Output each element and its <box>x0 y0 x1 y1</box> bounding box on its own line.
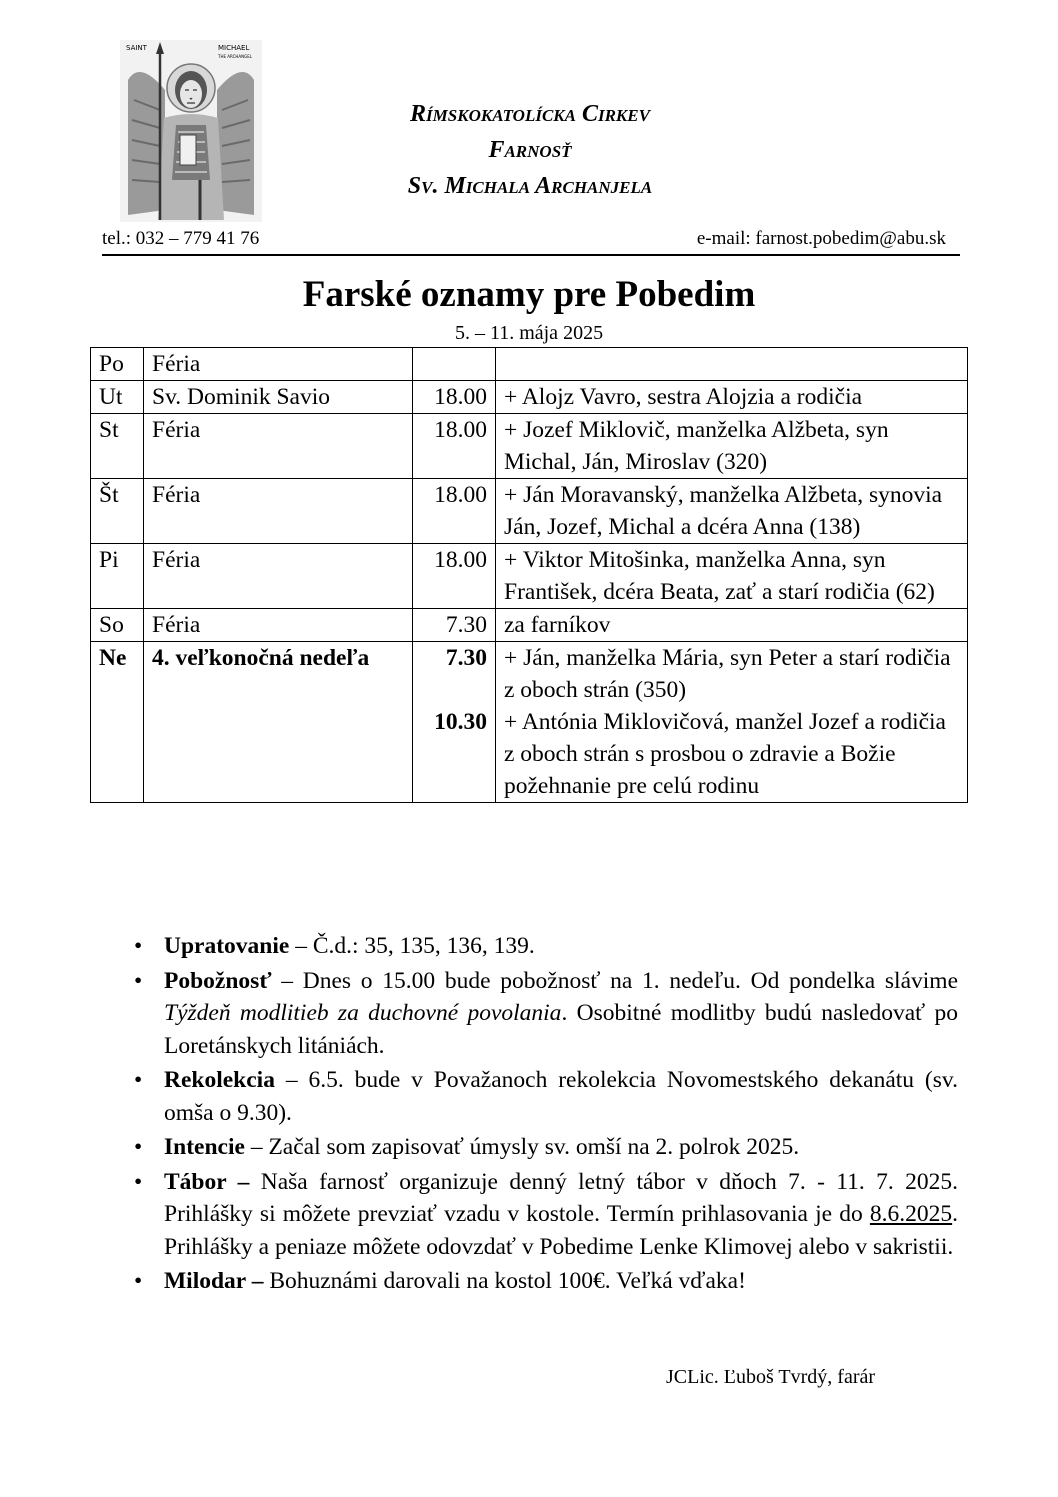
time-cell <box>413 348 496 381</box>
mass-time: 18.00 <box>434 547 487 573</box>
bullet-icon: • <box>134 1268 143 1294</box>
intention-cell <box>496 479 968 544</box>
day-cell: Ne <box>91 642 144 803</box>
day-cell: So <box>91 609 144 642</box>
bullet-icon: • <box>134 1168 143 1195</box>
bullet-icon: • <box>134 1134 143 1160</box>
notice-text: Začal som zapisovať úmysly sv. omší na 2. polrok 2025. <box>268 1134 800 1160</box>
notice-title: Pobožnosť <box>164 967 272 994</box>
mass-intention: + Antónia Miklovičová, manžel Jozef a rodičia z oboch strán s prosbou o zdravie a Božie požehnanie pre celú rodinu <box>504 709 946 799</box>
parish-title <box>290 96 770 204</box>
time-cell <box>413 381 496 414</box>
schedule-row <box>91 609 968 642</box>
mass-time: 7.30 <box>445 612 487 638</box>
mass-time: 7.30 <box>445 645 487 671</box>
notice-item <box>130 965 958 1063</box>
icon-caption-3: THE ARCHANGEL <box>218 54 252 59</box>
mass-time: 18.00 <box>434 482 487 508</box>
mass-time: 10.30 <box>434 709 487 735</box>
mass-intention: za farníkov <box>504 612 611 638</box>
notice-text: Dnes o 15.00 bude pobožnosť na 1. nedeľu. Od pondelka slávime <box>302 967 959 994</box>
parish-line-3: Sv. Michala Archanjela <box>407 173 653 199</box>
notice-separator: – <box>244 1134 269 1160</box>
notice-separator: – <box>274 1067 309 1093</box>
liturgical-day-cell: Féria <box>144 609 413 642</box>
notice-title: Upratovanie <box>164 933 290 959</box>
intention-cell <box>496 544 968 609</box>
notice-italic-text: Týždeň modlitieb za duchovné povolania <box>164 1000 562 1026</box>
signature: JCLic. Ľuboš Tvrdý, farár <box>666 1366 876 1388</box>
bullet-icon: • <box>134 1067 143 1093</box>
schedule-row <box>91 414 968 479</box>
mass-intention <box>504 348 959 380</box>
notice-item <box>130 1166 958 1264</box>
schedule-row <box>91 479 968 544</box>
notice-title: Intencie <box>164 1134 245 1160</box>
notice-text-continued: . Osobitné modlitby budú nasledovať po Loretánskych litániách. <box>164 1000 958 1059</box>
mass-time <box>421 348 487 380</box>
contact-row <box>102 226 960 256</box>
notice-text: Č.d.: 35, 135, 136, 139. <box>312 933 535 959</box>
notice-item <box>130 1131 958 1164</box>
mass-intention: + Jozef Miklovič, manželka Alžbeta, syn Michal, Ján, Miroslav (320) <box>504 417 889 475</box>
day-cell: Ut <box>91 381 144 414</box>
notice-separator <box>249 1169 260 1195</box>
notice-text: 6.5. bude v Považanoch rekolekcia Novomestského dekanátu (sv. omša o 9.30). <box>164 1067 958 1126</box>
schedule-row <box>91 544 968 609</box>
liturgical-day-cell: Sv. Dominik Savio <box>144 381 413 414</box>
schedule-row <box>91 642 968 803</box>
notice-text: Bohuznámi darovali na kostol 100€. Veľká vďaka! <box>269 1268 746 1294</box>
intention-cell <box>496 381 968 414</box>
notice-separator: – <box>289 933 313 959</box>
intention-cell <box>496 348 968 381</box>
mass-schedule-table <box>90 347 968 803</box>
document-title: Farské oznamy pre Pobedim <box>302 274 756 315</box>
notice-text-end: . Prihlášky a peniaze môžete odovzdať v Pobedime Lenke Klimovej alebo v sakristii. <box>164 1201 958 1260</box>
parish-line-2: Farnosť <box>488 137 572 163</box>
mass-intention: + Ján, manželka Mária, syn Peter a starí rodičia z oboch strán (350) <box>504 645 951 703</box>
bullet-icon: • <box>134 967 143 994</box>
mass-intention: + Viktor Mitošinka, manželka Anna, syn František, dcéra Beata, zať a starí rodičia (62) <box>504 547 935 605</box>
schedule-row <box>91 348 968 381</box>
mass-intention: + Alojz Vavro, sestra Alojzia a rodičia <box>504 384 863 410</box>
notice-text: Naša farnosť organizuje denný letný tábor v dňoch 7. - 11. 7. 2025. Prihlášky si môžete prevziať vzadu v kostole. Termín prihlasovania je do <box>164 1168 959 1227</box>
mass-intention: + Ján Moravanský, manželka Alžbeta, synovia Ján, Jozef, Michal a dcéra Anna (138) <box>504 482 943 540</box>
intention-cell <box>496 642 968 803</box>
time-cell <box>413 479 496 544</box>
liturgical-day-cell: Féria <box>144 479 413 544</box>
document-dates: 5. – 11. mája 2025 <box>454 322 604 344</box>
icon-caption-1: SAINT <box>126 44 147 52</box>
saint-michael-archangel-icon <box>120 40 262 222</box>
time-cell <box>413 609 496 642</box>
notice-separator: – <box>271 967 303 994</box>
intention-cell <box>496 414 968 479</box>
mass-time: 18.00 <box>434 384 487 410</box>
notice-title: Rekolekcia <box>164 1067 275 1093</box>
parish-line-1: Rímskokatolícka Cirkev <box>410 101 650 127</box>
liturgical-day-cell: Féria <box>144 544 413 609</box>
liturgical-day-cell: Féria <box>144 348 413 381</box>
notice-deadline-date: 8.6.2025 <box>869 1201 953 1227</box>
time-cell <box>413 544 496 609</box>
icon-caption-2: MICHAEL <box>218 44 250 52</box>
time-cell <box>413 642 496 803</box>
day-cell: Pi <box>91 544 144 609</box>
bullet-icon: • <box>134 933 143 959</box>
day-cell: St <box>91 414 144 479</box>
schedule-row <box>91 381 968 414</box>
notice-item <box>130 1064 958 1129</box>
day-cell: Št <box>91 479 144 544</box>
liturgical-day-cell: 4. veľkonočná nedeľa <box>144 642 413 803</box>
notice-item <box>130 930 958 963</box>
phone-number: tel.: 032 – 779 41 76 <box>102 228 260 249</box>
mass-time: 18.00 <box>434 417 487 443</box>
email-address: e-mail: farnost.pobedim@abu.sk <box>696 228 946 249</box>
liturgical-day-cell: Féria <box>144 414 413 479</box>
notice-title: Milodar – <box>164 1268 264 1294</box>
day-cell: Po <box>91 348 144 381</box>
notice-item <box>130 1265 958 1298</box>
notices-list <box>130 930 958 1300</box>
time-cell <box>413 414 496 479</box>
notice-title: Tábor – <box>164 1168 250 1195</box>
intention-cell <box>496 609 968 642</box>
